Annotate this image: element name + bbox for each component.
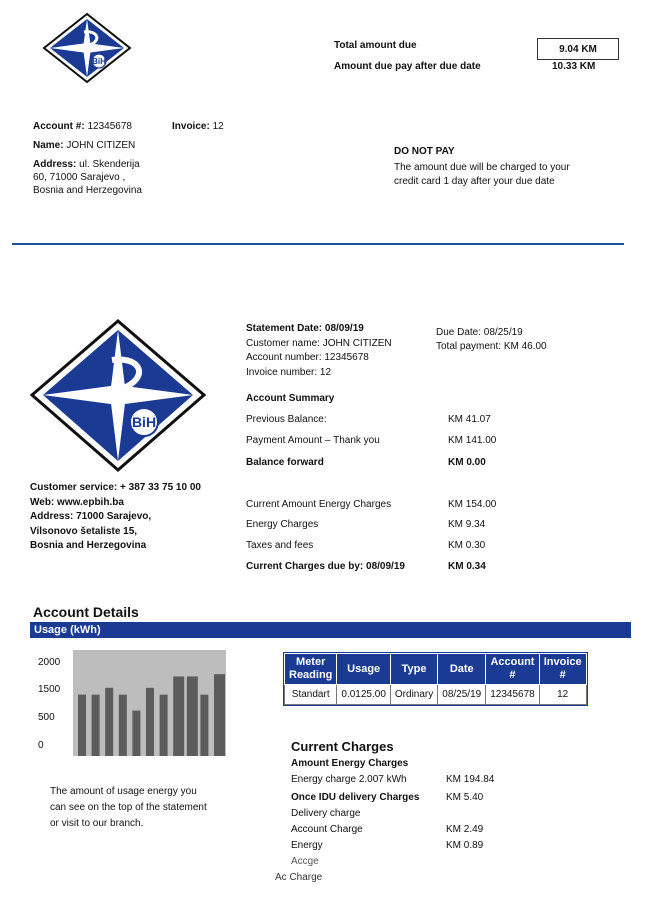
address-line1: ul. Skenderija (79, 159, 140, 170)
charge-label: Delivery charge (291, 808, 361, 819)
invoice-line (172, 121, 224, 132)
statement-date: Statement Date: 08/09/19 (246, 323, 364, 334)
meter-header-cell: Date (438, 654, 486, 685)
company-logo-large (28, 318, 208, 473)
summary-label: Taxes and fees (246, 540, 314, 551)
meter-cell: 12 (539, 685, 586, 705)
meter-cell: Ordinary (390, 685, 437, 705)
account-label: Account #: (33, 121, 85, 132)
account-line (33, 121, 132, 132)
due-date: Due Date: 08/25/19 (436, 327, 523, 338)
y-tick-label: 0 (38, 740, 44, 751)
summary-label: Energy Charges (246, 519, 319, 530)
meter-table (284, 653, 587, 705)
contact-service: Customer service: + 387 33 75 10 00 (30, 482, 201, 493)
y-tick-label: 1500 (38, 684, 61, 695)
usage-bar (132, 711, 140, 756)
name-line (33, 140, 135, 151)
usage-bar (200, 695, 208, 756)
statement-customer: Customer name: JOHN CITIZEN (246, 337, 392, 349)
table-row (285, 685, 587, 705)
contact-block (30, 481, 201, 554)
due-info (436, 326, 547, 354)
account-value: 12345678 (87, 121, 132, 132)
total-due-value: 9.04 KM (537, 38, 619, 60)
usage-chart-svg (30, 648, 230, 758)
charge-value: KM 0.89 (446, 840, 484, 851)
summary-value: KM 141.00 (448, 435, 497, 446)
summary-label: Current Amount Energy Charges (246, 499, 392, 510)
notice-line2: credit card 1 day after your due date (394, 176, 555, 187)
charge-label: Accge (291, 856, 319, 867)
meter-header-cell: Type (390, 654, 437, 685)
meter-header-row (285, 654, 587, 685)
current-charges-title: Current Charges (291, 739, 394, 754)
details-title: Account Details (33, 604, 139, 620)
summary-label: Payment Amount – Thank you (246, 435, 380, 446)
charge-value: KM 194.84 (446, 774, 495, 785)
meter-header-cell: Account # (486, 654, 540, 685)
after-due-value: 10.33 KM (552, 61, 596, 72)
summary-value: KM 0.34 (448, 561, 486, 572)
notice-title: DO NOT PAY (394, 146, 455, 157)
meter-cell: 0.0125.00 (337, 685, 391, 705)
statement-account: Account number: 12345678 (246, 352, 369, 363)
usage-bar (173, 676, 184, 756)
summary-value: KM 9.34 (448, 519, 486, 530)
invoice-label: Invoice: (172, 121, 210, 132)
chart-note-line2: can see on the top of the statement (50, 802, 207, 813)
contact-address1: Address: 71000 Sarajevo, (30, 511, 152, 522)
total-due-label: Total amount due (334, 40, 417, 51)
meter-cell: 08/25/19 (438, 685, 486, 705)
usage-header-bar: Usage (kWh) (30, 622, 631, 638)
contact-web: Web: www.epbih.ba (30, 496, 124, 508)
summary-label: Current Charges due by: 08/09/19 (246, 561, 405, 572)
charge-label: Account Charge (291, 824, 363, 835)
meter-header-cell: Meter Reading (285, 654, 337, 685)
usage-bar (119, 695, 127, 756)
after-due-label: Amount due pay after due date (334, 61, 481, 72)
charge-label: Ac Charge (275, 872, 323, 883)
usage-bar (187, 676, 198, 756)
name-value: JOHN CITIZEN (66, 140, 136, 151)
address-line2: 60, 71000 Sarajevo , (33, 172, 126, 183)
invoice-value: 12 (212, 121, 224, 132)
summary-value: KM 41.07 (448, 414, 491, 425)
summary-label: Previous Balance: (246, 414, 327, 425)
address-label: Address: (33, 159, 77, 170)
address-line3: Bosnia and Herzegovina (33, 185, 142, 196)
chart-note-line1: The amount of usage energy you (50, 786, 197, 797)
usage-bar (146, 688, 154, 756)
svg-text:BiH: BiH (131, 414, 157, 430)
meter-header-cell: Invoice # (539, 654, 586, 685)
meter-cell: 12345678 (486, 685, 540, 705)
meter-header-cell: Usage (337, 654, 391, 685)
statement-info (246, 322, 392, 380)
summary-value: KM 154.00 (448, 499, 497, 510)
usage-bar (160, 695, 168, 756)
chart-note (50, 784, 207, 832)
summary-value: KM 0.30 (448, 540, 486, 551)
total-payment: Total payment: KM 46.00 (436, 341, 547, 352)
address-block (33, 158, 142, 197)
divider (12, 243, 624, 245)
contact-address2: Vilsonovo šetaliste 15, (30, 525, 138, 537)
notice-line1: The amount due will be charged to your (394, 162, 570, 173)
usage-bar (78, 695, 86, 756)
charge-value: KM 2.49 (446, 824, 484, 835)
summary-label: Balance forward (246, 457, 324, 468)
summary-value: KM 0.00 (448, 457, 486, 468)
chart-note-line3: or visit to our branch. (50, 818, 144, 829)
charge-label: Once IDU delivery Charges (291, 792, 420, 803)
name-label: Name: (33, 140, 64, 151)
y-tick-label: 2000 (38, 657, 61, 668)
notice-text (394, 161, 570, 189)
usage-bar (105, 688, 113, 756)
contact-address3: Bosnia and Herzegovina (30, 540, 147, 551)
company-logo (42, 12, 132, 84)
current-charges-subtitle: Amount Energy Charges (291, 758, 409, 769)
charge-value: KM 5.40 (446, 792, 484, 803)
meter-cell: Standart (285, 685, 337, 705)
charge-label: Energy (291, 840, 323, 851)
svg-text:BiH: BiH (92, 57, 106, 66)
statement-invoice: Invoice number: 12 (246, 366, 332, 378)
usage-bar (92, 695, 100, 756)
y-tick-label: 500 (38, 712, 55, 723)
usage-chart (30, 648, 230, 763)
summary-title: Account Summary (246, 393, 335, 404)
charge-label: Energy charge 2.007 kWh (291, 774, 407, 785)
usage-bar (214, 674, 225, 756)
